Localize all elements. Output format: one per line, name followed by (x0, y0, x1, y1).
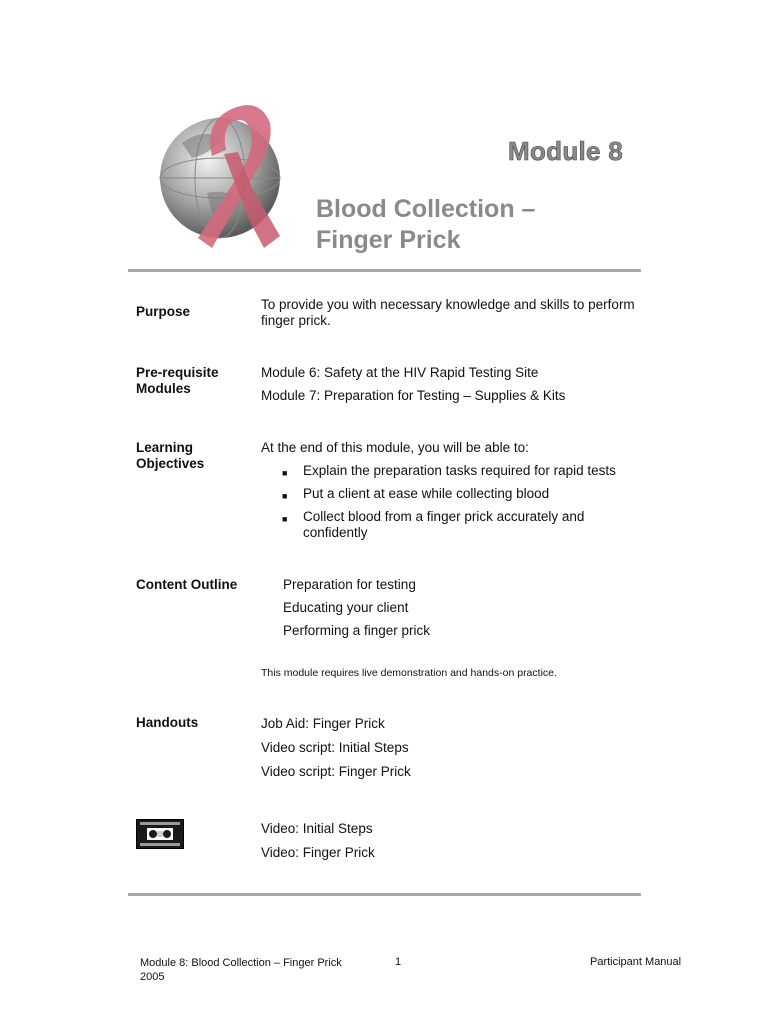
title-line-2: Finger Prick (316, 226, 461, 254)
page-title (316, 194, 535, 256)
handouts-label: Handouts (136, 715, 199, 730)
purpose-line-2: finger prick. (261, 313, 331, 328)
outline-item: Performing a finger prick (283, 623, 431, 638)
purpose-text (261, 297, 635, 329)
prerequisite-item: Module 6: Safety at the HIV Rapid Testing Site (261, 365, 539, 380)
video-item: Video: Finger Prick (261, 845, 375, 860)
prerequisite-label (136, 365, 219, 397)
prerequisite-item: Module 7: Preparation for Testing – Supplies & Kits (261, 388, 566, 403)
objective-item: Put a client at ease while collecting blood (303, 486, 550, 501)
footer-module-info (140, 956, 342, 984)
bullet-icon: ■ (282, 514, 288, 524)
objectives-label-line-2: Objectives (136, 456, 205, 471)
purpose-line-1: To provide you with necessary knowledge and skills to perform (261, 297, 635, 312)
footer-manual-name: Participant Manual (590, 956, 682, 968)
title-line-1: Blood Collection – (316, 195, 536, 223)
outline-item: Preparation for testing (283, 577, 416, 592)
prerequisite-label-line-2: Modules (136, 381, 191, 396)
video-item: Video: Initial Steps (261, 821, 373, 836)
objectives-intro: At the end of this module, you will be able to: (261, 440, 529, 455)
footer-module-title: Module 8: Blood Collection – Finger Prick (140, 957, 342, 969)
top-divider (128, 269, 641, 272)
footer-year: 2005 (140, 971, 165, 983)
prerequisite-label-line-1: Pre-requisite (136, 365, 219, 380)
videotape-icon (136, 819, 184, 849)
bullet-icon: ■ (282, 468, 288, 478)
module-number: Module 8 (508, 136, 624, 166)
objectives-label (136, 440, 204, 472)
outline-item: Educating your client (283, 600, 409, 615)
handout-item: Video script: Initial Steps (261, 740, 409, 755)
objective-item: Collect blood from a finger prick accurately and (303, 509, 585, 524)
bottom-divider (128, 893, 641, 896)
purpose-label: Purpose (136, 304, 191, 319)
bullet-icon: ■ (282, 491, 288, 501)
content-outline-label: Content Outline (136, 577, 238, 592)
page-number: 1 (395, 956, 402, 968)
objective-item: Explain the preparation tasks required for rapid tests (303, 463, 616, 478)
aids-ribbon-globe-logo (152, 98, 300, 258)
handout-item: Job Aid: Finger Prick (261, 716, 385, 731)
objectives-label-line-1: Learning (136, 440, 194, 455)
handout-item: Video script: Finger Prick (261, 764, 411, 779)
practice-note: This module requires live demonstration and hands-on practice. (261, 667, 557, 679)
objective-item-continued: confidently (303, 525, 368, 540)
